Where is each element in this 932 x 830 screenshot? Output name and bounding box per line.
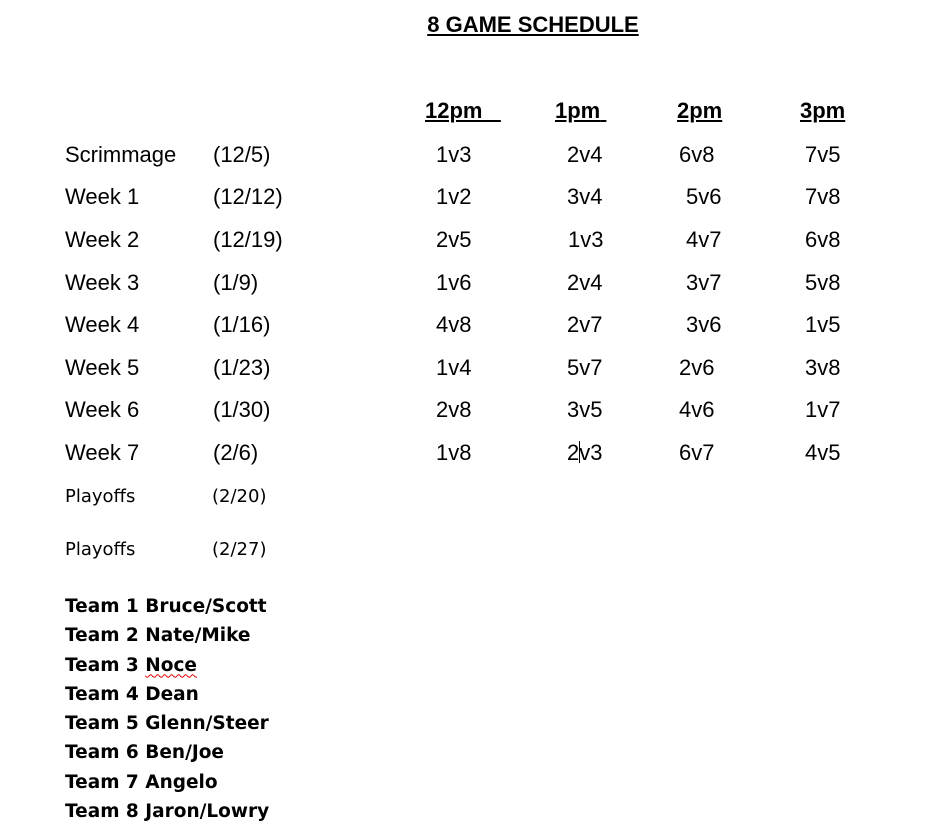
team-line: Team 4 Dean	[65, 683, 199, 705]
game-3pm: 1v5	[805, 312, 841, 337]
game-1pm: 1v3	[568, 227, 604, 252]
game-3pm: 5v8	[805, 270, 841, 295]
game-1pm: 3v5	[567, 397, 603, 422]
time-slot-2pm-header: 2pm	[677, 98, 723, 123]
week-date: (2/6)	[213, 440, 259, 465]
team-line: Team 5 Glenn/Steer	[65, 713, 269, 735]
game-12pm: 2v5	[436, 227, 472, 252]
week-label: Week 2	[65, 227, 140, 252]
game-1pm-with-cursor[interactable]	[567, 440, 603, 466]
playoff-date: (2/20)	[212, 486, 267, 507]
game-2pm: 4v7	[686, 227, 722, 252]
team-line: Team 1 Bruce/Scott	[65, 596, 267, 617]
game-12pm: 1v8	[436, 440, 472, 465]
game-3pm: 3v8	[805, 355, 841, 380]
game-2pm: 3v6	[686, 312, 722, 337]
schedule-row-scrimmage	[0, 142, 932, 172]
team-line: Team 7 Angelo	[65, 771, 218, 793]
week-label: Week 1	[65, 184, 140, 209]
game-3pm: 7v5	[805, 142, 841, 167]
time-slot-12pm-header: 12pm	[425, 98, 483, 123]
week-date: (12/12)	[213, 184, 283, 209]
playoff-date: (2/27)	[212, 539, 267, 560]
time-slot-3pm-header: 3pm	[800, 98, 846, 123]
schedule-row-week-7	[0, 440, 932, 470]
game-2pm: 6v7	[679, 440, 715, 465]
game-1pm: 3v4	[567, 184, 603, 209]
playoff-row	[0, 486, 932, 512]
game-1pm: 2v4	[567, 142, 603, 167]
game-3pm: 7v8	[805, 184, 841, 209]
game-3pm: 1v7	[805, 397, 841, 422]
schedule-row-week-3	[0, 270, 932, 300]
week-date: (1/23)	[213, 355, 271, 380]
week-label: Scrimmage	[65, 142, 177, 167]
week-label: Week 7	[65, 440, 140, 465]
playoff-label: Playoffs	[65, 539, 136, 560]
team-roster	[65, 592, 269, 826]
playoff-row	[0, 539, 932, 565]
page-title: 8 GAME SCHEDULE	[427, 12, 639, 37]
team-line: Team 3 Noce	[65, 654, 197, 676]
game-12pm: 1v6	[436, 270, 472, 295]
game-12pm: 1v3	[436, 142, 472, 167]
game-1pm: 2v4	[567, 270, 603, 295]
week-date: (1/30)	[213, 397, 271, 422]
week-label: Week 6	[65, 397, 140, 422]
playoff-label: Playoffs	[65, 486, 136, 507]
game-12pm: 2v8	[436, 397, 472, 422]
game-2pm: 6v8	[679, 142, 715, 167]
spellcheck-underlined-word[interactable]: Noce	[145, 654, 197, 676]
team-line: Team 6 Ben/Joe	[65, 742, 224, 764]
week-label: Week 4	[65, 312, 140, 337]
team-line: Team 2 Nate/Mike	[65, 625, 251, 647]
game-2pm: 2v6	[679, 355, 715, 380]
schedule-row-week-2	[0, 227, 932, 257]
game-2pm: 4v6	[679, 397, 715, 422]
game-1pm: 5v7	[567, 355, 603, 380]
week-date: (1/9)	[213, 270, 259, 295]
game-1pm: 2v7	[567, 312, 603, 337]
game-12pm: 1v4	[436, 355, 472, 380]
game-12pm: 1v2	[436, 184, 472, 209]
game-2pm: 5v6	[686, 184, 722, 209]
week-date: (1/16)	[213, 312, 271, 337]
schedule-row-week-6	[0, 397, 932, 427]
cursor-text-after: v3	[579, 440, 603, 465]
schedule-row-week-5	[0, 355, 932, 385]
schedule-row-week-1	[0, 184, 932, 214]
team-line: Team 8 Jaron/Lowry	[65, 801, 270, 823]
game-3pm: 4v5	[805, 440, 841, 465]
game-12pm: 4v8	[436, 312, 472, 337]
week-date: (12/19)	[213, 227, 283, 252]
week-label: Week 5	[65, 355, 140, 380]
game-2pm: 3v7	[686, 270, 722, 295]
week-date: (12/5)	[213, 142, 271, 167]
schedule-row-week-4	[0, 312, 932, 342]
game-3pm: 6v8	[805, 227, 841, 252]
week-label: Week 3	[65, 270, 140, 295]
cursor-text-before: 2	[567, 440, 580, 465]
time-slot-1pm-header: 1pm	[555, 98, 601, 123]
